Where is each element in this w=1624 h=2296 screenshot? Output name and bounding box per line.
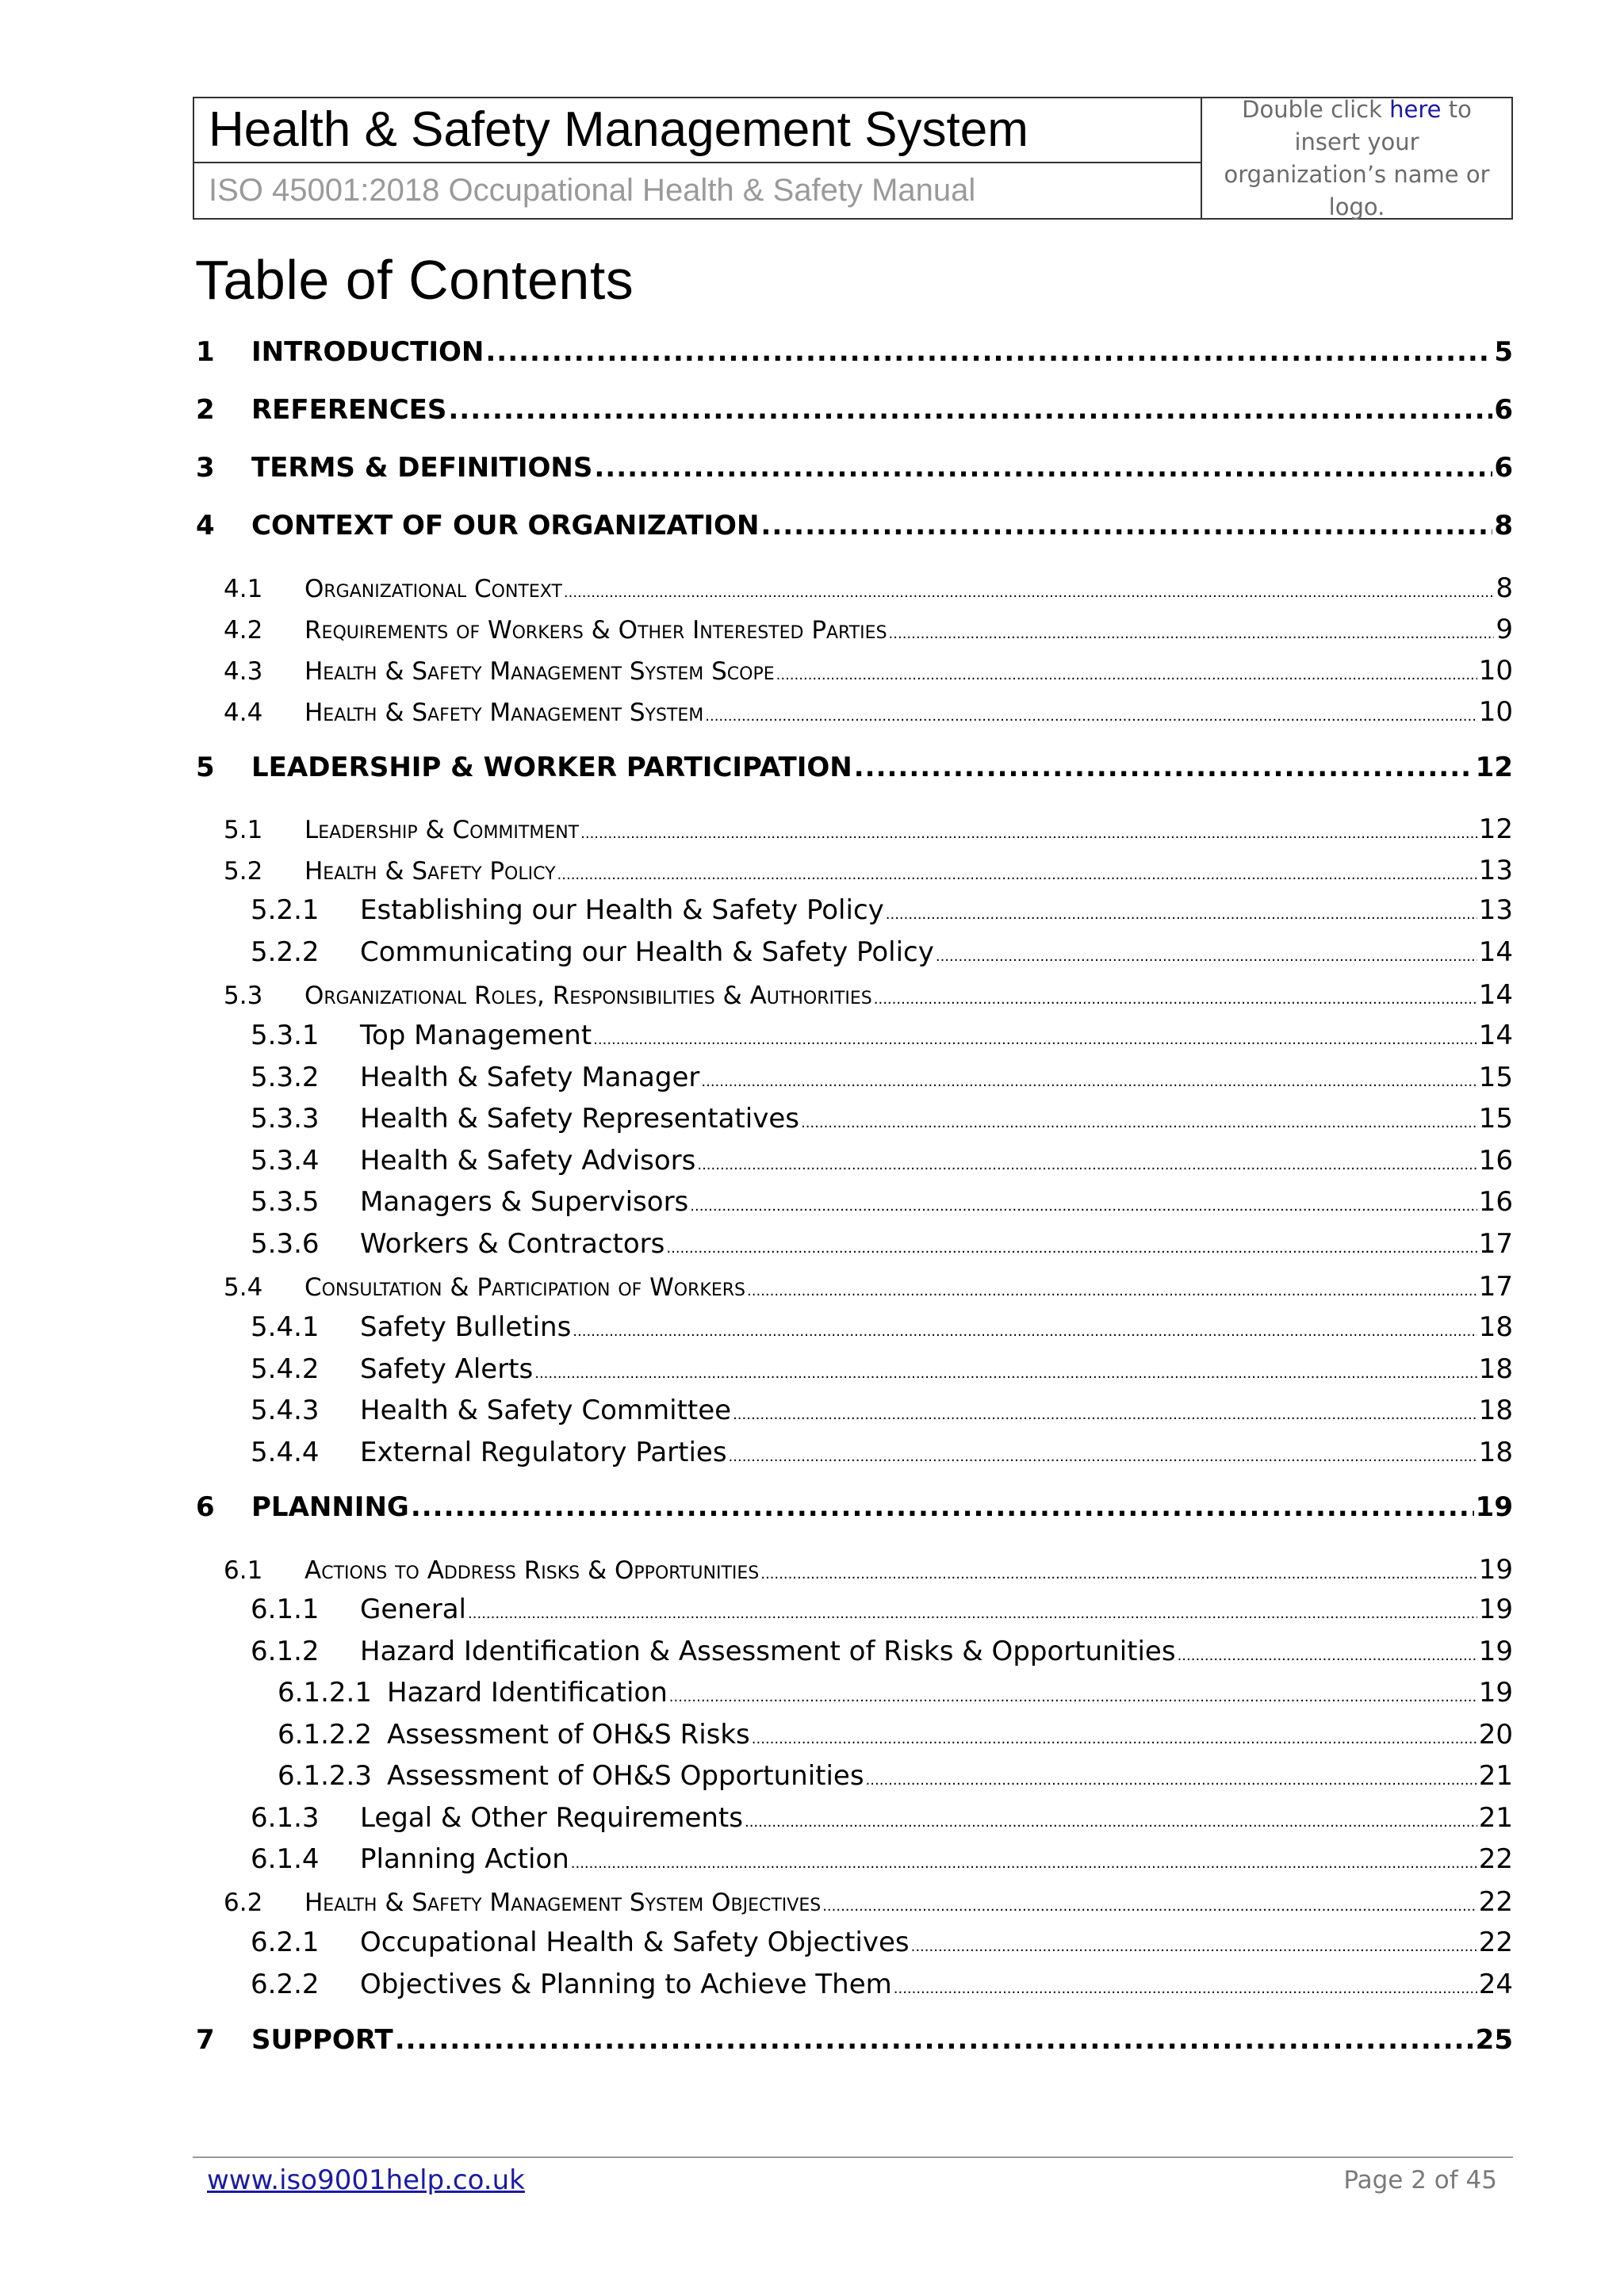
toc-entry-label: Consultation & Participation of Workers [304, 1273, 745, 1302]
toc-entry[interactable] [196, 2024, 1513, 2056]
toc-entry-number: 7 [196, 2024, 215, 2056]
toc-entry[interactable] [251, 1103, 1513, 1135]
toc-entry[interactable] [278, 1677, 1513, 1709]
toc-entry-page: 18 [1478, 1395, 1513, 1426]
toc-entry-number: 6.1.4 [251, 1843, 320, 1875]
toc-entry-label: Hazard Identification [387, 1677, 668, 1709]
toc-entry-number: 5.4 [224, 1273, 263, 1302]
toc-entry-page: 19 [1478, 1554, 1513, 1586]
toc-entry[interactable] [251, 1020, 1513, 1051]
toc-entry[interactable] [278, 1719, 1513, 1751]
logo-text-suffix: to insert your organization’s name or logo. [1224, 95, 1490, 220]
toc-entry-page: 6 [1494, 452, 1513, 484]
toc-entry-page: 8 [1496, 572, 1513, 604]
toc-entry[interactable] [251, 1927, 1513, 1958]
document-header [193, 97, 1513, 220]
toc-entry[interactable] [196, 752, 1513, 783]
toc-entry-number: 4.2 [224, 616, 263, 645]
logo-here-link[interactable]: here [1389, 95, 1442, 123]
toc-entry-label: LEADERSHIP & WORKER PARTICIPATION [251, 752, 852, 783]
toc-entry[interactable] [251, 1802, 1513, 1834]
toc-entry-label: Communicating our Health & Safety Policy [360, 936, 934, 968]
toc-entry[interactable] [251, 1186, 1513, 1218]
toc-entry-page: 6 [1494, 394, 1513, 426]
toc-entry-number: 5.3.3 [251, 1103, 320, 1135]
toc-entry-label: Occupational Health & Safety Objectives [360, 1927, 910, 1958]
toc-entry-label: Requirements of Workers & Other Interested Parties [304, 616, 887, 645]
toc-entry[interactable] [196, 394, 1513, 426]
toc-entry[interactable] [251, 1594, 1513, 1625]
toc-entry-number: 5.3 [224, 982, 263, 1010]
website-link[interactable]: www.iso9001help.co.uk [207, 2164, 525, 2196]
toc-entry-number: 5.1 [224, 816, 263, 844]
toc-entry-page: 20 [1478, 1719, 1513, 1751]
toc-entry-page: 12 [1478, 813, 1513, 845]
toc-entry-page: 19 [1478, 1677, 1513, 1709]
toc-entry-number: 6.1.2.3 [278, 1760, 372, 1792]
toc-entry-label: Health & Safety Manager [360, 1062, 700, 1093]
toc-entry-label: INTRODUCTION [251, 336, 485, 368]
toc-entry-page: 16 [1478, 1145, 1513, 1177]
toc-heading: Table of Contents [195, 249, 634, 311]
toc-entry-number: 5.3.2 [251, 1062, 320, 1093]
toc-entry-number: 5.4.3 [251, 1395, 320, 1426]
toc-entry[interactable] [278, 1760, 1513, 1792]
toc-entry-label: Assessment of OH&S Risks [387, 1719, 750, 1751]
toc-entry-number: 5.2.2 [251, 936, 320, 968]
toc-entry-label: Planning Action [360, 1843, 569, 1875]
toc-entry-page: 8 [1494, 510, 1513, 541]
toc-entry-number: 6.1.2.2 [278, 1719, 372, 1751]
toc-entry-number: 5.4.2 [251, 1353, 320, 1385]
toc-entry[interactable] [251, 894, 1513, 926]
toc-entry-label: Health & Safety Management System Scope [304, 657, 775, 686]
toc-entry-number: 5.3.6 [251, 1228, 320, 1260]
toc-entry-number: 5.2 [224, 857, 263, 886]
toc-entry[interactable] [251, 1228, 1513, 1260]
toc-entry-number: 6.2.1 [251, 1927, 320, 1958]
toc-entry-number: 6.1.2.1 [278, 1677, 372, 1709]
toc-entry-page: 13 [1478, 855, 1513, 886]
toc-entry-number: 6.1.2 [251, 1636, 320, 1667]
toc-entry-number: 4.3 [224, 657, 263, 686]
toc-entry-label: Health & Safety Management System Objectives [304, 1888, 822, 1917]
toc-entry-label: General [360, 1594, 466, 1625]
toc-entry-label: Organizational Context [304, 575, 562, 603]
toc-entry[interactable] [224, 979, 1513, 1011]
toc-entry-page: 19 [1475, 1491, 1513, 1523]
toc-entry-page: 5 [1494, 336, 1513, 368]
toc-entry[interactable] [196, 1491, 1513, 1523]
toc-entry[interactable] [224, 1554, 1513, 1586]
toc-entry-label: Assessment of OH&S Opportunities [387, 1760, 864, 1792]
toc-entry-number: 5.2.1 [251, 894, 320, 926]
toc-entry-label: CONTEXT OF OUR ORGANIZATION [251, 510, 760, 541]
toc-entry-label: Hazard Identification & Assessment of Risks & Opportunities [360, 1636, 1176, 1667]
toc-entry-number: 6.1.3 [251, 1802, 320, 1834]
toc-entry-page: 21 [1478, 1760, 1513, 1792]
toc-entry[interactable] [224, 655, 1513, 687]
toc-entry-label: Workers & Contractors [360, 1228, 665, 1260]
toc-entry-label: Actions to Address Risks & Opportunities [304, 1556, 760, 1585]
footer-divider [193, 2156, 1513, 2158]
toc-entry-label: Establishing our Health & Safety Policy [360, 894, 884, 926]
toc-entry[interactable] [251, 1311, 1513, 1343]
toc-entry-number: 5.4.4 [251, 1437, 320, 1468]
document-title: Health & Safety Management System [194, 98, 1201, 163]
toc-entry-page: 18 [1478, 1353, 1513, 1385]
toc-entry[interactable] [251, 936, 1513, 968]
toc-entry-page: 22 [1478, 1886, 1513, 1918]
toc-entry[interactable] [224, 1886, 1513, 1918]
toc-entry-page: 18 [1478, 1311, 1513, 1343]
toc-entry-label: SUPPORT [251, 2024, 393, 2056]
toc-entry[interactable] [196, 336, 1513, 368]
toc-entry-page: 18 [1478, 1437, 1513, 1468]
logo-placeholder[interactable] [1202, 95, 1511, 220]
toc-entry-number: 5.3.4 [251, 1145, 320, 1177]
toc-entry-number: 5.3.1 [251, 1020, 320, 1051]
toc-entry-label: Safety Bulletins [360, 1311, 572, 1343]
toc-entry[interactable] [224, 1271, 1513, 1303]
toc-entry-page: 14 [1478, 979, 1513, 1011]
toc-entry[interactable] [251, 1437, 1513, 1468]
toc-entry[interactable] [251, 1145, 1513, 1177]
toc-entry-number: 3 [196, 452, 215, 484]
document-subtitle: ISO 45001:2018 Occupational Health & Safety Manual [209, 173, 976, 208]
toc-entry-label: Health & Safety Committee [360, 1395, 732, 1426]
toc-entry-page: 17 [1478, 1228, 1513, 1260]
toc-entry-label: Health & Safety Management System [304, 698, 704, 727]
toc-entry-number: 5 [196, 752, 215, 783]
toc-entry-page: 19 [1478, 1636, 1513, 1667]
toc-entry-number: 4.1 [224, 575, 263, 603]
toc-entry-label: Objectives & Planning to Achieve Them [360, 1969, 892, 2000]
toc-entry-page: 25 [1475, 2024, 1513, 2056]
toc-entry[interactable] [251, 1969, 1513, 2000]
toc-entry-label: Health & Safety Representatives [360, 1103, 799, 1135]
toc-entry-label: TERMS & DEFINITIONS [251, 452, 593, 484]
toc-entry-label: Health & Safety Policy [304, 857, 556, 886]
toc-entry-number: 2 [196, 394, 215, 426]
toc-entry-number: 4.4 [224, 698, 263, 727]
toc-entry[interactable] [251, 1395, 1513, 1426]
toc-entry-page: 24 [1478, 1969, 1513, 2000]
toc-entry-page: 21 [1478, 1802, 1513, 1834]
toc-entry-page: 9 [1496, 614, 1513, 645]
toc-entry-label: PLANNING [251, 1491, 409, 1523]
toc-entry-label: External Regulatory Parties [360, 1437, 727, 1468]
toc-entry-label: Top Management [360, 1020, 592, 1051]
toc-entry[interactable] [224, 813, 1513, 845]
toc-entry[interactable] [196, 452, 1513, 484]
logo-placeholder-text [1210, 94, 1503, 224]
toc-entry-label: Health & Safety Advisors [360, 1145, 696, 1177]
toc-entry-page: 17 [1478, 1271, 1513, 1303]
toc-entry-page: 19 [1478, 1594, 1513, 1625]
toc-entry-label: Safety Alerts [360, 1353, 534, 1385]
toc-entry-number: 6.2 [224, 1888, 263, 1917]
toc-entry-page: 14 [1478, 1020, 1513, 1051]
toc-entry-label: Leadership & Commitment [304, 816, 580, 844]
toc-entry[interactable] [224, 696, 1513, 728]
toc-entry-page: 12 [1475, 752, 1513, 783]
toc-entry-page: 22 [1478, 1843, 1513, 1875]
toc-entry-number: 1 [196, 336, 215, 368]
logo-text-prefix: Double click [1242, 95, 1390, 123]
toc-entry-number: 5.3.5 [251, 1186, 320, 1218]
page-number: Page 2 of 45 [1343, 2166, 1497, 2195]
toc-entry-label: Legal & Other Requirements [360, 1802, 743, 1834]
toc-entry-number: 6 [196, 1491, 215, 1523]
toc-entry-number: 6.1.1 [251, 1594, 320, 1625]
toc-entry-page: 15 [1478, 1103, 1513, 1135]
toc-entry-page: 15 [1478, 1062, 1513, 1093]
toc-entry-label: Organizational Roles, Responsibilities & Authorities [304, 982, 872, 1010]
toc-entry[interactable] [224, 614, 1513, 645]
toc-entry-page: 10 [1478, 655, 1513, 687]
toc-entry[interactable] [251, 1062, 1513, 1093]
header-title-block [194, 98, 1202, 218]
toc-entry[interactable] [224, 855, 1513, 886]
toc-entry-number: 6.2.2 [251, 1969, 320, 2000]
toc-entry[interactable] [196, 510, 1513, 541]
toc-entry-page: 10 [1478, 696, 1513, 728]
toc-entry[interactable] [224, 572, 1513, 604]
toc-entry-number: 5.4.1 [251, 1311, 320, 1343]
toc-entry-page: 13 [1478, 894, 1513, 926]
toc-entry-label: REFERENCES [251, 394, 447, 426]
toc-entry-page: 14 [1478, 936, 1513, 968]
toc-entry[interactable] [251, 1353, 1513, 1385]
toc-entry-number: 6.1 [224, 1556, 263, 1585]
toc-entry[interactable] [251, 1636, 1513, 1667]
toc-entry[interactable] [251, 1843, 1513, 1875]
toc-entry-label: Managers & Supervisors [360, 1186, 689, 1218]
toc-entry-page: 22 [1478, 1927, 1513, 1958]
toc-entry-number: 4 [196, 510, 215, 541]
toc-entry-page: 16 [1478, 1186, 1513, 1218]
